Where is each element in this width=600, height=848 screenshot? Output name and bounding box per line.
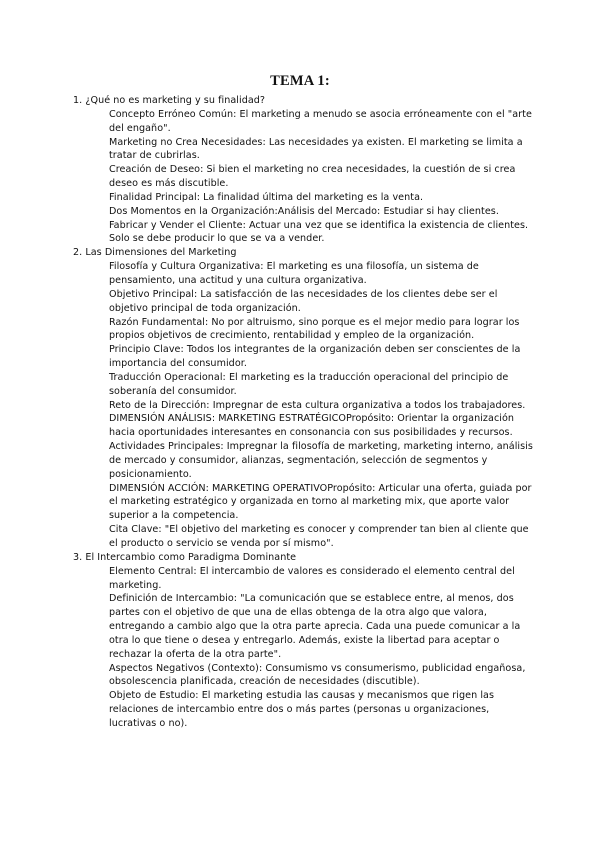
list-item: Objeto de Estudio: El marketing estudia las causas y mecanismos que rigen las relaciones de intercambio entre dos o más partes (personas u organizaciones, lucrativas o no). xyxy=(109,690,495,729)
document-title: TEMA 1: xyxy=(270,73,330,89)
list-item: Cita Clave: "El objetivo del marketing es conocer y comprender tan bien al cliente que el producto o servicio se venda por sí mismo". xyxy=(109,524,529,549)
list-item: Traducción Operacional: El marketing es la traducción operacional del principio de soberanía del consumidor. xyxy=(109,371,509,397)
list-item: Principio Clave: Todos los integrantes de la organización deben ser conscientes de la importancia del consumidor. xyxy=(109,344,521,370)
section-dimensiones-marketing xyxy=(73,246,533,551)
list-item: Creación de Deseo: Si bien el marketing no crea necesidades, la cuestión de si crea deseo es más discutible. xyxy=(109,164,516,190)
section-intercambio-paradigma xyxy=(73,551,533,731)
section-que-no-es-marketing xyxy=(73,94,533,246)
list-item: Reto de la Dirección: Impregnar de esta cultura organizativa a todos los trabajadores. xyxy=(109,399,526,411)
section-heading: 2. Las Dimensiones del Marketing xyxy=(73,247,237,259)
section-heading: 3. El Intercambio como Paradigma Dominante xyxy=(73,551,297,563)
section-heading: 1. ¿Qué no es marketing y su finalidad? xyxy=(73,95,266,106)
list-item: Actividades Principales: Impregnar la filosofía de marketing, marketing interno, análisis de mercado y consumidor, alianzas, segmentación, selección de segmentos y posicionamiento. xyxy=(109,441,533,480)
list-item: Finalidad Principal: La finalidad última del marketing es la venta. xyxy=(109,191,424,203)
document-body xyxy=(73,94,533,731)
list-item: Razón Fundamental: No por altruismo, sino porque es el mejor medio para lograr los propios objetivos de crecimiento, rentabilidad y empleo de la organización. xyxy=(109,316,520,342)
list-item: Filosofía y Cultura Organizativa: El marketing es una filosofía, un sistema de pensamiento, una actitud y una cultura organizativa. xyxy=(109,261,479,286)
list-item: Definición de Intercambio: "La comunicación que se establece entre, al menos, dos partes con el objetivo de que una de ellas obtenga de la otra algo que valora, entregando a cambio algo que la otra parte aprecia. Cada una puede comunicar a la otra lo que tiene o desea y entregarlo. Además, existe la libertad para aceptar o rechazar la oferta de la otra parte". xyxy=(109,593,521,660)
list-item: Aspectos Negativos (Contexto): Consumismo vs consumerismo, publicidad engañosa, obsolescencia planificada, creación de necesidades (discutible). xyxy=(109,662,526,688)
list-item: DIMENSIÓN ANÁLISIS: MARKETING ESTRATÉGICOPropósito: Orientar la organización hacia oportunidades interesantes en consonancia con sus posibilidades y recursos. xyxy=(109,413,515,439)
list-item: Marketing no Crea Necesidades: Las necesidades ya existen. El marketing se limita a tratar de cubrirlas. xyxy=(109,136,523,162)
list-item: Objetivo Principal: La satisfacción de las necesidades de los clientes debe ser el objetivo principal de toda organización. xyxy=(109,288,498,314)
list-item: Dos Momentos en la Organización:Análisis del Mercado: Estudiar si hay clientes. xyxy=(109,205,499,217)
list-item: Elemento Central: El intercambio de valores es considerado el elemento central del marketing. xyxy=(109,565,515,591)
list-item: Fabricar y Vender el Cliente: Actuar una vez que se identifica la existencia de clientes. Solo se debe producir lo que se va a vender. xyxy=(109,219,529,245)
list-item: DIMENSIÓN ACCIÓN: MARKETING OPERATIVOPropósito: Articular una oferta, guiada por el marketing estratégico y organizada en torno al marketing mix, que aporte valor superior a la competencia. xyxy=(109,482,532,522)
list-item: Concepto Erróneo Común: El marketing a menudo se asocia erróneamente con el "arte del engaño". xyxy=(109,108,532,134)
